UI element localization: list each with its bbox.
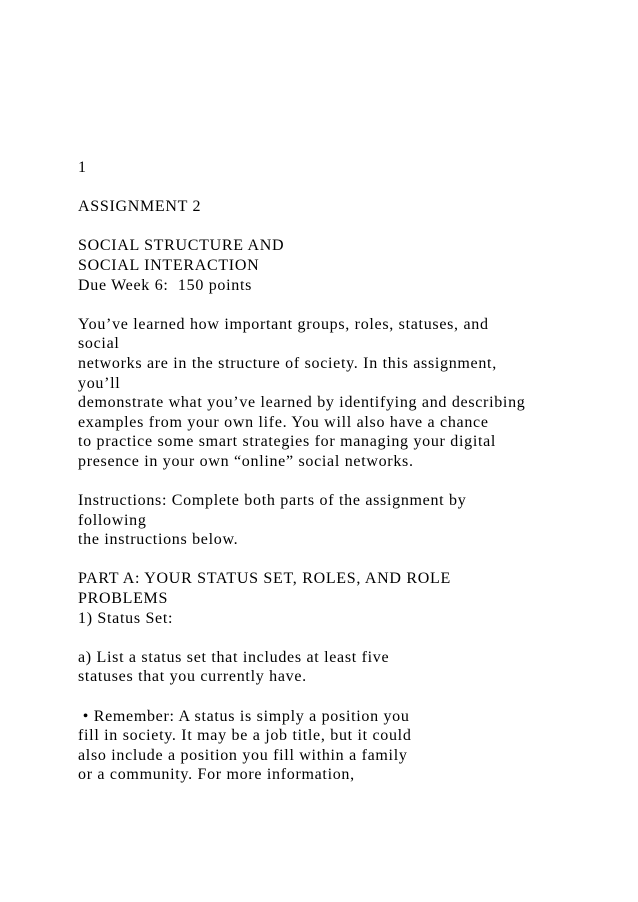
intro-line: you’ll (78, 374, 121, 392)
spacer (78, 687, 618, 707)
intro-line: examples from your own life. You will also have a chance (78, 413, 489, 431)
spacer (78, 178, 618, 198)
instructions-line: the instructions below. (78, 531, 239, 549)
intro-line: presence in your own “online” social networks. (78, 452, 414, 470)
instructions-line: Instructions: Complete both parts of the assignment by (78, 492, 467, 510)
intro-line: networks are in the structure of society. In this assignment, (78, 354, 497, 372)
spacer (78, 217, 618, 237)
remember-line: also include a position you fill within a family (78, 746, 408, 764)
spacer (78, 472, 618, 492)
assignment-title: ASSIGNMENT 2 (78, 198, 202, 216)
item-a-line: a) List a status set that includes at least five (78, 648, 390, 666)
instructions-line: following (78, 511, 147, 529)
remember-line: fill in society. It may be a job title, but it could (78, 727, 412, 745)
item-a-line: statuses that you currently have. (78, 668, 307, 686)
remember-line: or a community. For more information, (78, 766, 355, 784)
document-body (78, 158, 618, 785)
assignment-subtitle-line-1: SOCIAL STRUCTURE AND (78, 237, 285, 255)
part-a-heading: PART A: YOUR STATUS SET, ROLES, AND ROLE (78, 570, 451, 588)
remember-bullet-line: • Remember: A status is simply a position you (78, 707, 410, 725)
spacer (78, 628, 618, 648)
assignment-subtitle-line-2: SOCIAL INTERACTION (78, 256, 260, 274)
spacer (78, 550, 618, 570)
part-a-heading: PROBLEMS (78, 590, 169, 608)
spacer (78, 295, 618, 315)
intro-line: social (78, 335, 120, 353)
due-date: Due Week 6: 150 points (78, 276, 253, 294)
page-number: 1 (78, 159, 87, 176)
intro-line: You’ve learned how important groups, roles, statuses, and (78, 315, 489, 333)
intro-line: demonstrate what you’ve learned by identifying and describing (78, 394, 526, 412)
intro-line: to practice some smart strategies for managing your digital (78, 433, 497, 451)
status-set-heading: 1) Status Set: (78, 609, 174, 627)
